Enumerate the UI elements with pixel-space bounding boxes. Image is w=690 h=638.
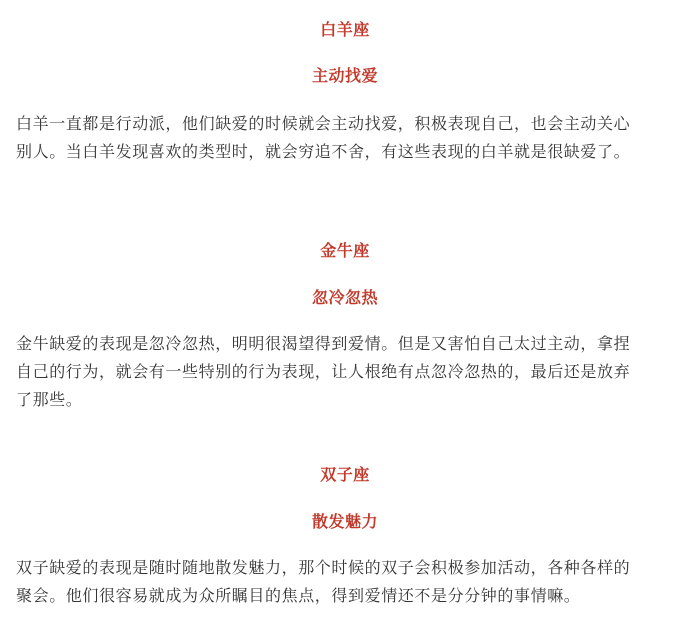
section-1-paragraph — [16, 110, 684, 166]
section-3-sign-title: 双子座 — [320, 465, 370, 484]
section-1-subtitle: 主动找爱 — [311, 66, 378, 85]
section-1-line-1: 白羊一直都是行动派，他们缺爱的时候就会主动找爱，积极表现自己，也会主动关心 — [16, 114, 631, 133]
section-2-line-2: 自己的行为，就会有一些特别的行为表现，让人根绝有点忽冷忽热的，最后还是放弃 — [16, 362, 631, 381]
section-2-paragraph — [16, 330, 684, 414]
section-1-sign-title: 白羊座 — [320, 20, 370, 39]
section-2-sign-title: 金牛座 — [320, 241, 370, 260]
section-3-line-2: 聚会。他们很容易就成为众所瞩目的焦点，得到爱情还不是分分钟的事情嘛。 — [16, 586, 581, 605]
section-3-subtitle: 散发魅力 — [311, 512, 378, 531]
section-2-line-3: 了那些。 — [16, 390, 83, 409]
section-2-subtitle: 忽冷忽热 — [311, 288, 378, 307]
section-3-line-1: 双子缺爱的表现是随时随地散发魅力，那个时候的双子会积极参加活动，各种各样的 — [16, 558, 631, 577]
section-3-paragraph — [16, 554, 684, 610]
section-1-line-2: 别人。当白羊发现喜欢的类型时，就会穷追不舍，有这些表现的白羊就是很缺爱了。 — [16, 142, 631, 161]
section-2-line-1: 金牛缺爱的表现是忽冷忽热，明明很渴望得到爱情。但是又害怕自己太过主动，拿捏 — [16, 334, 631, 353]
